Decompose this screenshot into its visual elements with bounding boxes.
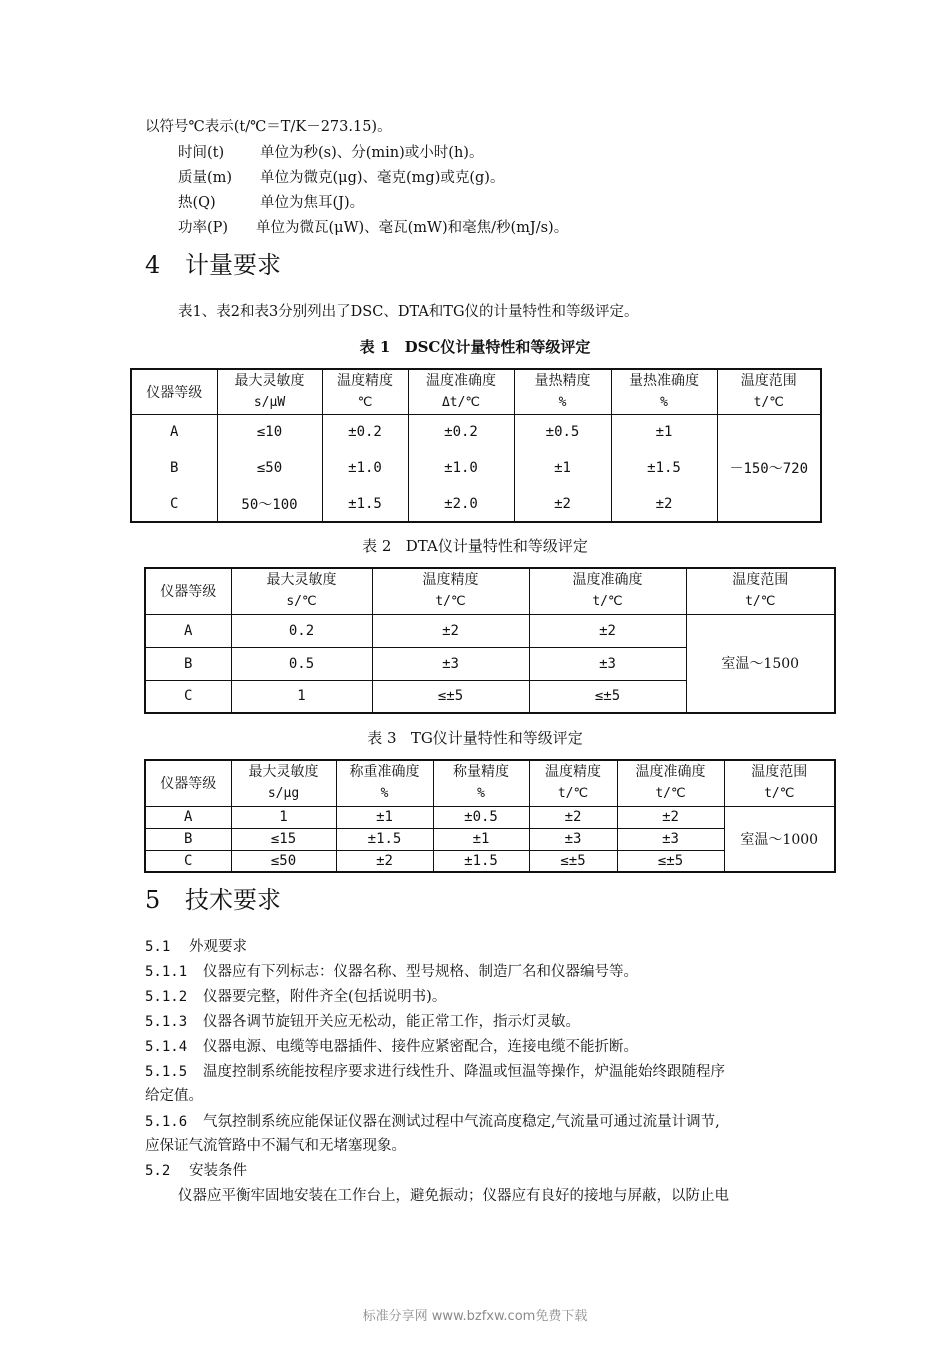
clause-number: 5.1.6	[145, 1114, 188, 1130]
header-temp-range: 温度范围 t/℃	[717, 369, 821, 414]
cell-grade: B	[145, 647, 231, 680]
cell-temp-range: －150～720	[717, 414, 821, 522]
cell-grade: C	[131, 486, 217, 522]
clause-text: 安装条件	[189, 1163, 247, 1179]
cell-value: ±3	[617, 828, 724, 850]
clause-5-1-3	[145, 1010, 580, 1034]
definition-desc: 单位为秒(s)、分(min)或小时(h)。	[260, 145, 484, 161]
header-temp-accuracy: 温度准确度 t/℃	[617, 760, 724, 806]
clause-text: 温度控制系统能按程序要求进行线性升、降温或恒温等操作，炉温能始终跟随程序	[203, 1064, 725, 1080]
cell-value: ≤50	[231, 850, 336, 872]
clause-5-1	[145, 935, 247, 959]
header-temp-precision: 温度精度 t/℃	[372, 568, 529, 614]
cell-value: 1	[231, 680, 372, 713]
cell-value: ±1	[433, 828, 529, 850]
clause-number: 5.1.4	[145, 1039, 188, 1055]
header-max-sensitivity: 最大灵敏度 s/℃	[231, 568, 372, 614]
clause-number: 5.1.2	[145, 989, 188, 1005]
clause-5-1-6	[145, 1110, 720, 1134]
header-temp-precision: 温度精度 t/℃	[529, 760, 617, 806]
cell-value: ±1.0	[408, 450, 514, 486]
cell-value: ±0.2	[408, 414, 514, 450]
definition-mass	[178, 166, 504, 190]
cell-value: ±2	[514, 486, 611, 522]
cell-value: ≤15	[231, 828, 336, 850]
section-number: 5	[145, 886, 161, 914]
section-4-heading	[145, 250, 281, 280]
header-calorimetric-precision: 量热精度 %	[514, 369, 611, 414]
cell-value: ±2	[336, 850, 433, 872]
table-2-dta	[144, 567, 836, 714]
clause-number: 5.1.1	[145, 964, 188, 980]
cell-value: 0.5	[231, 647, 372, 680]
caption-label: 表 3	[367, 729, 397, 747]
clause-5-1-4	[145, 1035, 638, 1059]
clause-continuation: 应保证气流管路中不漏气和无堵塞现象。	[145, 1138, 406, 1154]
install-paragraph: 仪器应平衡牢固地安装在工作台上，避免振动；仪器应有良好的接地与屏蔽，以防止电	[178, 1188, 729, 1204]
cell-value: 0.2	[231, 614, 372, 647]
table-row	[145, 614, 835, 647]
cell-value: ±3	[372, 647, 529, 680]
clause-text: 仪器应有下列标志：仪器名称、型号规格、制造厂名和仪器编号等。	[203, 964, 638, 980]
header-temp-accuracy: 温度准确度 Δt/℃	[408, 369, 514, 414]
clause-text: 仪器要完整，附件齐全(包括说明书)。	[203, 989, 447, 1005]
table-3-caption	[0, 728, 950, 748]
cell-value: ±3	[529, 647, 686, 680]
section-title: 计量要求	[185, 251, 281, 279]
table-row	[131, 414, 821, 450]
definition-time	[178, 141, 483, 165]
cell-value: ±1.0	[322, 450, 408, 486]
cell-value: ±1	[514, 450, 611, 486]
cell-temp-range: 室温～1000	[724, 806, 835, 872]
clause-5-1-2	[145, 985, 446, 1009]
definition-power	[178, 216, 568, 240]
clause-text: 仪器电源、电缆等电器插件、接件应紧密配合，连接电缆不能折断。	[203, 1039, 638, 1055]
cell-grade: B	[145, 828, 231, 850]
table-row	[145, 806, 835, 828]
cell-grade: A	[145, 806, 231, 828]
table-1-caption	[0, 337, 950, 357]
cell-value: ±3	[529, 828, 617, 850]
clause-number: 5.1.5	[145, 1064, 188, 1080]
clause-text: 外观要求	[189, 939, 247, 955]
cell-value: ≤±5	[372, 680, 529, 713]
cell-value: ±0.2	[322, 414, 408, 450]
section-number: 4	[145, 251, 161, 279]
table-2-caption	[0, 536, 950, 556]
section-title: 技术要求	[185, 886, 281, 914]
cell-value: ±2.0	[408, 486, 514, 522]
header-grade: 仪器等级	[145, 760, 231, 806]
header-grade: 仪器等级	[131, 369, 217, 414]
cell-value: ±2	[611, 486, 717, 522]
table-3-tg	[144, 759, 836, 873]
clause-continuation: 给定值。	[145, 1088, 203, 1104]
cell-value: ±1	[611, 414, 717, 450]
cell-grade: C	[145, 680, 231, 713]
cell-value: ±2	[372, 614, 529, 647]
cell-value: ±1.5	[336, 828, 433, 850]
cell-value: ±1.5	[322, 486, 408, 522]
clause-number: 5.1	[145, 939, 171, 955]
clause-5-1-1	[145, 960, 638, 984]
cell-grade: A	[145, 614, 231, 647]
cell-value: ±1.5	[433, 850, 529, 872]
section-4-paragraph: 表1、表2和表3分别列出了DSC、DTA和TG仪的计量特性和等级评定。	[178, 304, 639, 320]
caption-title: DTA仪计量特性和等级评定	[405, 537, 588, 555]
cell-temp-range: 室温～1500	[686, 614, 835, 713]
cell-value: ±0.5	[514, 414, 611, 450]
header-grade: 仪器等级	[145, 568, 231, 614]
section-5-heading	[145, 885, 281, 915]
caption-label: 表 2	[362, 537, 392, 555]
header-temp-range: 温度范围 t/℃	[724, 760, 835, 806]
cell-value: ±2	[529, 614, 686, 647]
cell-value: ≤±5	[529, 850, 617, 872]
definition-term: 功率(P)	[178, 220, 229, 236]
cell-value: ±1.5	[611, 450, 717, 486]
cell-value: ≤±5	[617, 850, 724, 872]
definition-desc: 单位为微瓦(μW)、毫瓦(mW)和毫焦/秒(mJ/s)。	[256, 220, 569, 236]
cell-value: 1	[231, 806, 336, 828]
cell-value: ≤±5	[529, 680, 686, 713]
cell-value: ≤10	[217, 414, 322, 450]
clause-5-2	[145, 1159, 247, 1183]
header-weighing-precision: 称量精度 %	[433, 760, 529, 806]
header-calorimetric-accuracy: 量热准确度 %	[611, 369, 717, 414]
clause-number: 5.2	[145, 1163, 171, 1179]
cell-value: ±2	[529, 806, 617, 828]
cell-value: ≤50	[217, 450, 322, 486]
table-1-dsc	[130, 368, 822, 523]
cell-grade: B	[131, 450, 217, 486]
header-max-sensitivity: 最大灵敏度 s/μg	[231, 760, 336, 806]
cell-grade: A	[131, 414, 217, 450]
definition-term: 质量(m)	[178, 170, 233, 186]
footer-watermark: 标准分享网 www.bzfxw.com免费下载	[362, 1309, 588, 1324]
caption-title: TG仪计量特性和等级评定	[410, 729, 583, 747]
definition-desc: 单位为焦耳(J)。	[260, 195, 365, 211]
cell-value: ±2	[617, 806, 724, 828]
definition-term: 热(Q)	[178, 195, 216, 211]
clause-number: 5.1.3	[145, 1014, 188, 1030]
definition-desc: 单位为微克(μg)、毫克(mg)或克(g)。	[260, 170, 505, 186]
cell-value: 50～100	[217, 486, 322, 522]
definition-term: 时间(t)	[178, 145, 225, 161]
cell-value: ±0.5	[433, 806, 529, 828]
intro-line: 以符号℃表示(t/℃＝T/K－273.15)。	[145, 119, 392, 135]
header-weighing-accuracy: 称重准确度 %	[336, 760, 433, 806]
caption-label: 表 1	[359, 338, 391, 356]
definition-heat	[178, 191, 364, 215]
header-temp-accuracy: 温度准确度 t/℃	[529, 568, 686, 614]
header-temp-range: 温度范围 t/℃	[686, 568, 835, 614]
clause-text: 仪器各调节旋钮开关应无松动，能正常工作，指示灯灵敏。	[203, 1014, 580, 1030]
cell-value: ±1	[336, 806, 433, 828]
caption-title: DSC仪计量特性和等级评定	[404, 338, 591, 356]
clause-text: 气氛控制系统应能保证仪器在测试过程中气流高度稳定,气流量可通过流量计调节,	[203, 1114, 720, 1130]
cell-grade: C	[145, 850, 231, 872]
header-max-sensitivity: 最大灵敏度 s/μW	[217, 369, 322, 414]
clause-5-1-5	[145, 1060, 725, 1084]
header-temp-precision: 温度精度 ℃	[322, 369, 408, 414]
